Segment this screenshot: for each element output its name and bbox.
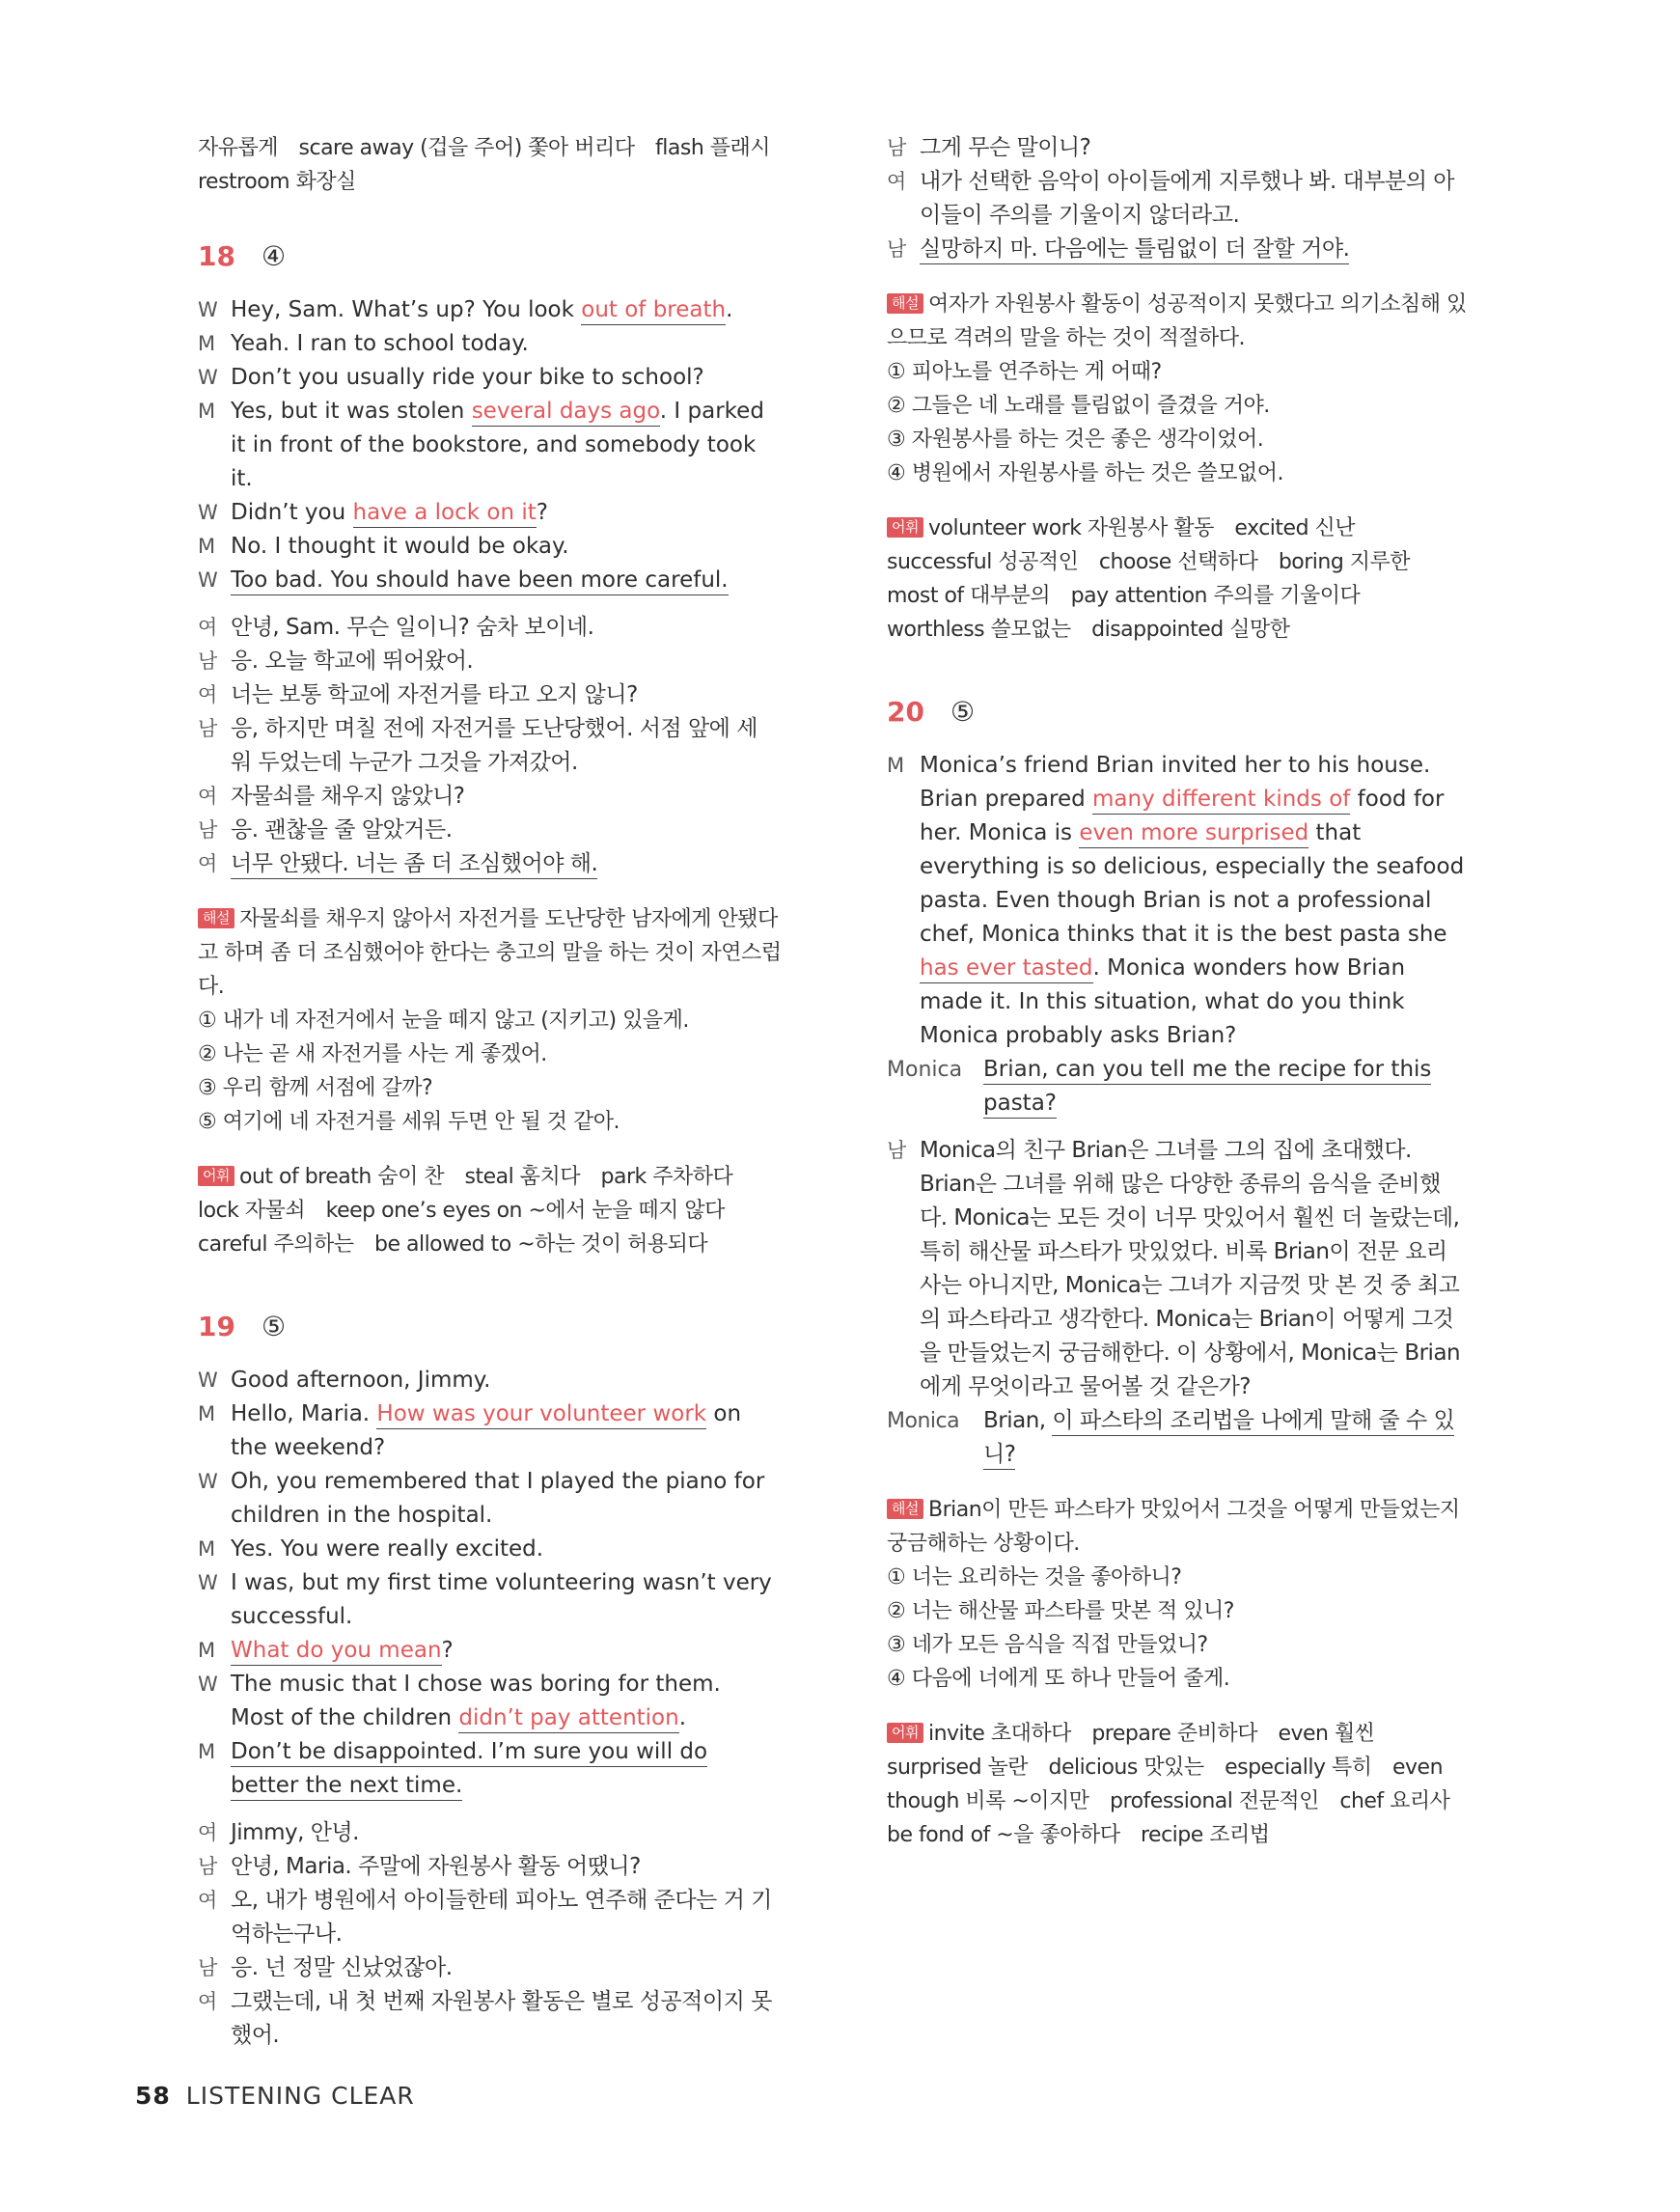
line-text: worthless 쓸모없는 disappointed 실망한 (887, 618, 1290, 642)
text-segment: 안녕, Maria. 주말에 자원봉사 활동 어땠니? (231, 1854, 641, 1879)
speaker-label: 남 (198, 818, 217, 842)
vocab-line (887, 512, 1466, 545)
speaker-label: Monica (887, 1058, 963, 1082)
speaker-label: W (198, 568, 218, 592)
text-segment: 그게 무슨 말이니? (920, 135, 1091, 160)
text-segment: Yeah. I ran to school today. (231, 331, 529, 356)
speaker-label: 여 (198, 616, 217, 639)
speaker-label: W (198, 501, 218, 524)
dialogue-line (198, 293, 777, 327)
dialogue-line (198, 1850, 777, 1884)
right-column (887, 131, 1466, 1852)
text-segment: 자물쇠를 채우지 않았니? (231, 784, 465, 809)
text-segment: Yes, but it was stolen (231, 399, 472, 424)
q18-vocabulary (198, 1160, 777, 1261)
q20-vocabulary (887, 1717, 1466, 1852)
speaker-label: 남 (198, 1956, 217, 1979)
dialogue-line (198, 1735, 777, 1803)
option-item: ② 그들은 네 노래를 틀림없이 즐겼을 거야. (887, 394, 1270, 418)
vocab-line (887, 1784, 1466, 1818)
vocabulary-badge: 어휘 (887, 517, 923, 538)
text-segment: . I parked it in front of the bookstore, and somebody took it. (231, 399, 764, 491)
q19-explanation (887, 288, 1466, 355)
dialogue-line (887, 131, 1466, 165)
text-segment: Oh, you remembered that I played the piano for children in the hospital. (231, 1469, 765, 1528)
q20-narration (887, 749, 1466, 1053)
question-19-header (198, 1308, 777, 1346)
dialogue-line (198, 780, 777, 814)
highlighted-phrase: even more surprised (1079, 820, 1308, 848)
dialogue-line (198, 678, 777, 712)
text-segment: Didn’t you (231, 500, 353, 525)
vocabulary-badge: 어휘 (887, 1723, 923, 1743)
top-vocab-block (198, 131, 777, 199)
text-segment: Brian, (983, 1408, 1053, 1433)
page-number: 58 (135, 2082, 171, 2110)
speaker-label: 여 (198, 1990, 217, 2013)
speaker-label: 남 (887, 237, 906, 261)
text-segment: ? (441, 1638, 454, 1663)
speaker-label: 남 (198, 650, 217, 673)
text-segment: on the weekend? (231, 1401, 742, 1460)
explanation-line (887, 321, 1466, 355)
line-text: successful 성공적인 choose 선택하다 boring 지루한 (887, 550, 1411, 574)
speaker-label: 남 (198, 717, 217, 740)
explanation-line (887, 1493, 1466, 1527)
q18-options (198, 1004, 777, 1139)
book-title: LISTENING CLEAR (185, 2082, 415, 2110)
question-18-header (198, 237, 777, 276)
line-text: 으므로 격려의 말을 하는 것이 적절하다. (887, 326, 1245, 350)
highlighted-phrase: many different kinds of (1092, 787, 1350, 815)
speaker-label: 남 (887, 1139, 906, 1162)
highlighted-phrase: How was your volunteer work (376, 1401, 706, 1429)
q19-korean-translation (198, 1816, 777, 2053)
text-segment: Monica의 친구 Brian은 그녀를 그의 집에 초대했다. Brian은 그녀를 위해 많은 다양한 종류의 음식을 준비했다. Monica는 모든 것이 너무 맛있어서 훨씬 더 놀랐는데, 특히 해산물 파스타가 맛있었다. 비록 Brian이 전문 요리사는 아니지만, Monica는 그녀가 지금껏 맛 본 것 중 최고의 파스타라고 생각한다. Monica는 Brian이 어떻게 그것을 만들었는지 궁금해한다. 이 상황에서, Monica는 Brian에게 무엇이라고 물어볼 것 같은가? (920, 1138, 1461, 1399)
speaker-label: M (198, 535, 216, 558)
text-segment: Hey, Sam. What’s up? You look (231, 297, 582, 322)
text-segment: 너무 안됐다. 너는 좀 더 조심했어야 해. (231, 851, 597, 879)
text-segment: No. I thought it would be okay. (231, 534, 569, 559)
dialogue-line (198, 564, 777, 597)
explanation-line (198, 902, 777, 936)
left-column (198, 131, 782, 2053)
speaker-label: M (198, 332, 216, 355)
vocab-line: 자유롭게 scare away (겁을 주어) 쫓아 버리다 flash 플래시 (198, 136, 771, 160)
option-item: ② 나는 곧 새 자전거를 사는 게 좋겠어. (198, 1042, 547, 1066)
dialogue-line (198, 712, 777, 780)
dialogue-line (198, 1364, 777, 1397)
q19-dialogue (198, 1364, 777, 1803)
highlighted-phrase: What do you mean (231, 1638, 442, 1666)
text-segment: Yes. You were really excited. (231, 1536, 544, 1562)
option-item: ① 너는 요리하는 것을 좋아하니? (887, 1565, 1182, 1590)
line-text: surprised 놀란 delicious 맛있는 especially 특히 even (887, 1756, 1444, 1780)
vocab-line (887, 613, 1466, 647)
text-segment: 응. 오늘 학교에 뛰어왔어. (231, 649, 474, 674)
q18-dialogue (198, 293, 777, 597)
text-segment: Brian, can you tell me the recipe for this pasta? (983, 1057, 1431, 1119)
vocab-line (887, 1717, 1466, 1751)
dialogue-line (198, 496, 777, 530)
speaker-label: M (198, 400, 216, 423)
explanation-badge: 해설 (198, 908, 234, 928)
dialogue-line (887, 165, 1466, 233)
dialogue-line (198, 645, 777, 678)
explanation-badge: 해설 (887, 293, 923, 314)
line-text: invite 초대하다 prepare 준비하다 even 훨씬 (927, 1722, 1375, 1746)
line-text: 궁금해하는 상황이다. (887, 1532, 1080, 1556)
speaker-label: W (198, 298, 218, 321)
vocab-line (198, 1228, 777, 1261)
q20-explanation (887, 1493, 1466, 1561)
vocab-line (887, 579, 1466, 613)
text-segment: that everything is so delicious, especially the seafood pasta. Even though Brian is not a professional chef, Monica thinks that it is the best pasta she (920, 820, 1465, 947)
text-segment: ? (536, 500, 548, 525)
question-20-header (887, 693, 1466, 732)
line-text: out of breath 숨이 찬 steal 훔치다 park 주차하다 (238, 1165, 733, 1189)
line-text: Brian이 만든 파스타가 맛있어서 그것을 어떻게 만들었는지 (927, 1498, 1460, 1522)
speaker-label: 여 (887, 170, 906, 193)
dialogue-line (887, 1134, 1466, 1404)
option-item: ② 너는 해산물 파스타를 맛본 적 있니? (887, 1599, 1234, 1623)
option-item: ④ 병원에서 자원봉사를 하는 것은 쓸모없어. (887, 461, 1283, 485)
speaker-label: M (887, 754, 905, 777)
speaker-label: Monica (887, 1409, 960, 1433)
q20-korean-answer-line (887, 1404, 1466, 1472)
option-item: ① 피아노를 연주하는 게 어때? (887, 360, 1162, 384)
speaker-label: 여 (198, 785, 217, 808)
vocab-line (198, 1194, 777, 1228)
highlighted-phrase: didn’t pay attention (458, 1705, 678, 1733)
text-segment: Don’t be disappointed. I’m sure you will do better the next time. (231, 1739, 707, 1801)
text-segment: I was, but my first time volunteering wasn’t very successful. (231, 1570, 772, 1629)
speaker-label: M (198, 1740, 216, 1763)
speaker-label: W (198, 366, 218, 389)
text-segment: Too bad. You should have been more careful. (231, 567, 729, 595)
text-segment: . (726, 297, 733, 322)
dialogue-line (198, 814, 777, 847)
q19-vocabulary (887, 512, 1466, 647)
dialogue-line (198, 530, 777, 564)
speaker-label: W (198, 1571, 218, 1594)
dialogue-line (198, 361, 777, 395)
speaker-label: 여 (198, 852, 217, 875)
vocabulary-badge: 어휘 (198, 1166, 234, 1186)
speaker-label: 남 (887, 136, 906, 159)
q18-korean-translation (198, 611, 777, 881)
option-item: ③ 네가 모든 음식을 직접 만들었니? (887, 1633, 1208, 1657)
line-text: volunteer work 자원봉사 활동 excited 신난 (927, 516, 1356, 540)
dialogue-line (198, 847, 777, 881)
line-text: 자물쇠를 채우지 않아서 자전거를 도난당한 남자에게 안됐다 (238, 907, 778, 931)
dialogue-line (887, 1053, 1466, 1120)
q19-options (887, 355, 1466, 490)
question-number: 19 (198, 1311, 235, 1342)
option-item: ③ 우리 함께 서점에 갈까? (198, 1076, 433, 1100)
line-text: 다. (198, 975, 225, 999)
text-segment: Hello, Maria. (231, 1401, 377, 1426)
dialogue-line (198, 395, 777, 496)
text-segment: 오, 내가 병원에서 아이들한테 피아노 연주해 준다는 거 기억하는구나. (231, 1888, 772, 1947)
dialogue-line (198, 1397, 777, 1465)
dialogue-line (198, 611, 777, 645)
answer-mark: ⑤ (262, 1311, 287, 1342)
speaker-label: 여 (198, 1889, 217, 1912)
highlighted-phrase: out of breath (581, 297, 726, 325)
dialogue-line (198, 1566, 777, 1634)
dialogue-line (198, 1985, 777, 2053)
line-text: though 비록 ~이지만 professional 전문적인 chef 요리사 (887, 1789, 1450, 1813)
page-footer (135, 2082, 415, 2110)
answer-mark: ⑤ (950, 696, 976, 728)
option-item: ③ 자원봉사를 하는 것은 좋은 생각이었어. (887, 428, 1264, 452)
question-number: 18 (198, 240, 235, 272)
speaker-label: 여 (198, 1821, 217, 1844)
explanation-line (887, 1527, 1466, 1561)
q20-answer-line (887, 1053, 1466, 1120)
option-item: ⑤ 여기에 네 자전거를 세워 두면 안 될 것 같아. (198, 1110, 620, 1134)
text-segment: 실망하지 마. 다음에는 틀림없이 더 잘할 거야. (920, 236, 1349, 264)
answer-mark: ④ (262, 240, 287, 272)
dialogue-line (198, 1634, 777, 1668)
dialogue-line (198, 1668, 777, 1735)
highlighted-phrase: have a lock on it (353, 500, 537, 528)
text-segment: 이 파스타의 조리법을 나에게 말해 줄 수 있니? (983, 1408, 1454, 1470)
vocab-line: restroom 화장실 (198, 170, 356, 194)
text-segment: Good afternoon, Jimmy. (231, 1368, 491, 1393)
speaker-label: W (198, 1470, 218, 1493)
text-segment: 너는 보통 학교에 자전거를 타고 오지 않니? (231, 682, 638, 707)
line-text: most of 대부분의 pay attention 주의를 기울이다 (887, 584, 1361, 608)
text-segment: Monica’s friend Brian invited her to his house. Brian prepared (920, 753, 1431, 812)
line-text: careful 주의하는 be allowed to ~하는 것이 허용되다 (198, 1232, 708, 1257)
speaker-label: 여 (198, 683, 217, 706)
dialogue-line (198, 1533, 777, 1566)
dialogue-line (198, 1465, 777, 1533)
text-segment: The music that I chose was boring for them. Most of the children (231, 1672, 721, 1730)
vocab-line (887, 1818, 1466, 1852)
text-segment: food for her. Monica is (920, 787, 1445, 845)
line-text: be fond of ~을 좋아하다 recipe 조리법 (887, 1823, 1270, 1847)
text-segment: 응. 괜찮을 줄 알았거든. (231, 817, 453, 843)
text-segment: . Monica wonders how Brian made it. In this situation, what do you think Monica probably asks Brian? (920, 955, 1406, 1048)
dialogue-line (198, 327, 777, 361)
speaker-label: W (198, 1673, 218, 1696)
line-text: 고 하며 좀 더 조심했어야 한다는 충고의 말을 하는 것이 자연스럽 (198, 941, 782, 965)
question-number: 20 (887, 696, 924, 728)
highlighted-phrase: has ever tasted (920, 955, 1093, 983)
option-item: ① 내가 네 자전거에서 눈을 떼지 않고 (지키고) 있을게. (198, 1009, 689, 1033)
dialogue-line (198, 1884, 777, 1951)
explanation-line (887, 288, 1466, 321)
vocab-line (887, 545, 1466, 579)
explanation-line (198, 936, 782, 970)
q18-explanation (198, 902, 782, 1004)
text-segment: Jimmy, 안녕. (231, 1820, 359, 1845)
highlighted-phrase: several days ago (472, 399, 660, 427)
line-text: lock 자물쇠 keep one’s eyes on ~에서 눈을 떼지 않다 (198, 1199, 725, 1223)
q19-korean-translation-cont (887, 131, 1466, 266)
text-segment: . (678, 1705, 687, 1730)
vocab-line (887, 1751, 1466, 1784)
q20-korean-translation (887, 1134, 1466, 1404)
speaker-label: M (198, 1537, 216, 1561)
line-text: 여자가 자원봉사 활동이 성공적이지 못했다고 의기소침해 있 (927, 292, 1467, 317)
q20-options (887, 1561, 1466, 1696)
text-segment: 안녕, Sam. 무슨 일이니? 숨차 보이네. (231, 615, 594, 640)
text-segment: Don’t you usually ride your bike to school? (231, 365, 704, 390)
dialogue-line (887, 1404, 1466, 1472)
dialogue-line (198, 1816, 777, 1850)
speaker-label: M (198, 1402, 216, 1425)
dialogue-line (198, 1951, 777, 1985)
vocab-line (198, 1160, 777, 1194)
speaker-label: M (198, 1639, 216, 1662)
explanation-badge: 해설 (887, 1499, 923, 1519)
speaker-label: 남 (198, 1855, 217, 1878)
explanation-line (198, 970, 777, 1004)
speaker-label: W (198, 1369, 218, 1392)
text-segment: 내가 선택한 음악이 아이들에게 지루했나 봐. 대부분의 아이들이 주의를 기울이지 않더라고. (920, 169, 1455, 228)
text-segment: 응. 넌 정말 신났었잖아. (231, 1955, 453, 1980)
text-segment: 응, 하지만 며칠 전에 자전거를 도난당했어. 서점 앞에 세워 두었는데 누군가 그것을 가져갔어. (231, 716, 757, 775)
dialogue-line (887, 749, 1466, 1053)
option-item: ④ 다음에 너에게 또 하나 만들어 줄게. (887, 1667, 1230, 1691)
text-segment: 그랬는데, 내 첫 번째 자원봉사 활동은 별로 성공적이지 못했어. (231, 1989, 772, 2048)
dialogue-line (887, 233, 1466, 266)
